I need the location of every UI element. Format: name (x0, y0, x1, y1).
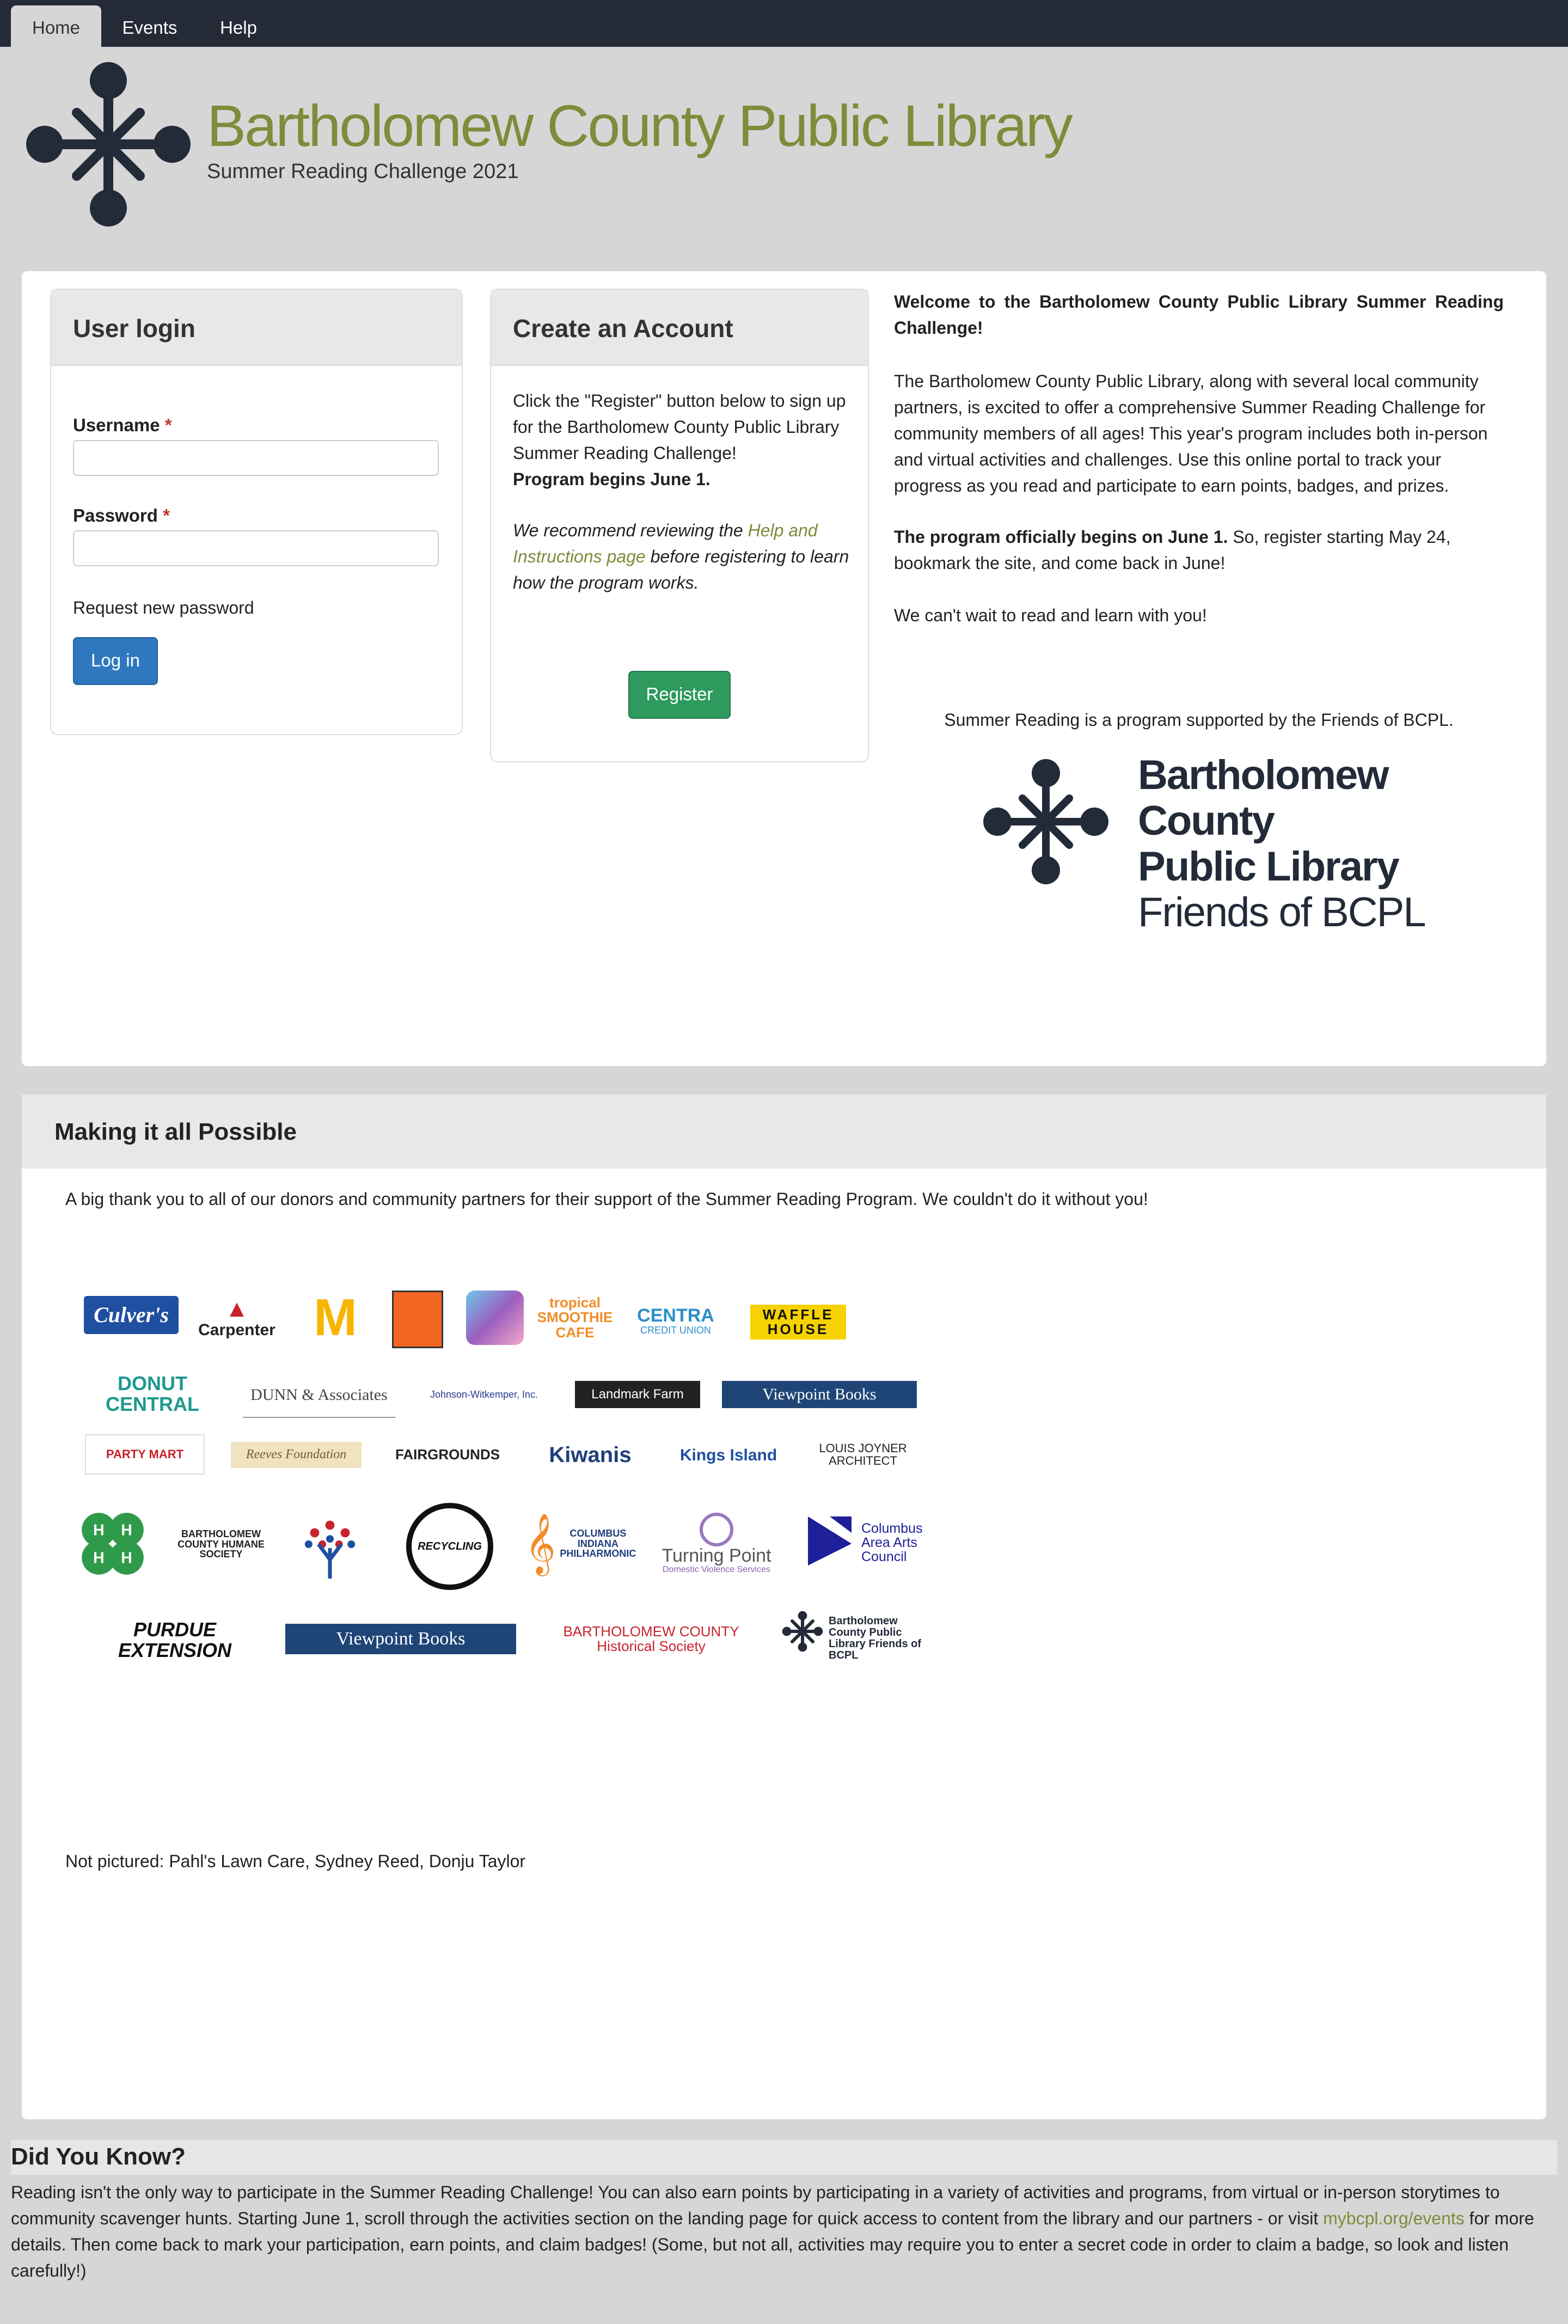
centra-logo: CENTRA CREDIT UNION (637, 1305, 714, 1336)
party-mart-logo: PARTY MART (85, 1434, 205, 1475)
johnson-witkemper-logo: Johnson-Witkemper, Inc. (430, 1389, 538, 1400)
viewpoint-books-logo: Viewpoint Books (722, 1381, 917, 1408)
did-you-know-bar (11, 2140, 1557, 2175)
recycling-logo: RECYCLING (406, 1503, 493, 1590)
welcome-heading: Welcome to the Bartholomew County Public Library Summer Reading Challenge! (894, 292, 1504, 338)
site-subtitle: Summer Reading Challenge 2021 (207, 160, 519, 183)
password-input[interactable] (73, 530, 439, 566)
tab-help[interactable]: Help (220, 17, 257, 38)
turning-point-logo: Turning Point Domestic Violence Services (653, 1508, 780, 1579)
dunn-logo: DUNN & Associates (243, 1373, 395, 1418)
login-title: User login (73, 314, 195, 343)
welcome-para3: We can't wait to read and learn with you! (894, 606, 1207, 625)
tab-events[interactable]: Events (122, 17, 177, 38)
library-logo-icon[interactable] (25, 61, 192, 228)
request-password-link[interactable]: Request new password (73, 598, 254, 617)
tropical-smoothie-logo: tropical SMOOTHIE CAFE (537, 1294, 613, 1341)
purdue-extension-logo: PURDUE EXTENSION (118, 1618, 232, 1661)
password-label: Password * (73, 505, 170, 525)
welcome-para1: The Bartholomew County Public Library, along with several local community partners, is excited to offer a comprehensive Summer Reading Challenge for community members of all ages! This year's program includes both in-person and virtual activities and challenges. Use this online portal to track your progress as you read and participate to earn points, badges, and prizes. (894, 371, 1488, 496)
landmark-farm-logo: Landmark Farm (575, 1381, 700, 1408)
donut-central-logo: DONUT CENTRAL (106, 1372, 199, 1415)
four-h-icon (74, 1505, 151, 1582)
supported-text: Summer Reading is a program supported by the Friends of BCPL. (944, 710, 1454, 730)
carpenter-logo: ▲ Carpenter (198, 1295, 275, 1340)
kiwanis-logo: Kiwanis (549, 1443, 632, 1467)
login-button[interactable]: Log in (73, 637, 158, 685)
account-recommend: We recommend reviewing the Help and Instructions page before registering to learn how the program works. (513, 521, 849, 592)
philharmonic-logo: 𝄞 COLUMBUS INDIANA PHILHARMONIC (525, 1514, 636, 1573)
sponsor-thanks: A big thank you to all of our donors and community partners for their support of the Summer Reading Program. We couldn't do it without you! (65, 1189, 1148, 1209)
popeyes-icon (392, 1291, 443, 1348)
svg-text:H: H (93, 1521, 105, 1539)
viewpoint-books-logo-2: Viewpoint Books (285, 1624, 516, 1654)
account-title: Create an Account (513, 314, 733, 343)
site-title[interactable]: Bartholomew County Public Library (207, 93, 1071, 158)
friends-small-icon (782, 1611, 823, 1652)
splash-icon (466, 1291, 524, 1345)
louis-joyner-logo: LOUIS JOYNER ARCHITECT (819, 1441, 907, 1467)
reeves-foundation-logo: Reeves Foundation (231, 1442, 362, 1468)
kings-island-logo: Kings Island (679, 1446, 777, 1465)
account-text: Click the "Register" button below to sign up for the Bartholomew County Public Library Summer Reading Challenge! Program begins June 1. (513, 391, 846, 489)
arts-council-logo: Columbus Area Arts Council (861, 1520, 923, 1565)
svg-text:H: H (121, 1521, 132, 1539)
top-nav (0, 0, 1568, 47)
waffle-house-logo: WAFFLE HOUSE (750, 1305, 846, 1340)
tab-home[interactable]: Home (11, 5, 101, 47)
welcome-para2: The program officially begins on June 1. So, register starting May 24, bookmark the site, and come back in June! (894, 527, 1451, 573)
friends-logo-icon (983, 759, 1108, 884)
username-input[interactable] (73, 440, 439, 476)
culvers-logo: Culver's (84, 1296, 179, 1334)
not-pictured-text: Not pictured: Pahl's Lawn Care, Sydney Reed, Donju Taylor (65, 1851, 526, 1871)
register-button[interactable]: Register (628, 671, 731, 719)
events-link[interactable]: mybcpl.org/events (1323, 2209, 1465, 2228)
help-instructions-link[interactable]: Help and Instructions page (513, 521, 818, 566)
friends-logo-text: Bartholomew County Public Library Friends of BCPL (1138, 752, 1425, 935)
did-you-know-text: Reading isn't the only way to participate in the Summer Reading Challenge! You can also earn points by participating in a variety of activities and programs, from virtual or in-person storytimes to community scavenger hunts. Starting June 1, scroll through the activities section on the landing page for quick access to content from the library and our partners - or visit mybcpl.org/events for more details. Then come back to mark your participation, earn points, and claim badges! (Some, but not all, activities may require you to enter a secret code in order to claim a badge, so look and listen carefully!) (11, 2182, 1534, 2280)
svg-text:H: H (93, 1549, 105, 1567)
svg-text:H: H (121, 1549, 132, 1567)
humane-society-logo: BARTHOLOMEW COUNTY HUMANE SOCIETY (177, 1528, 265, 1560)
friends-small-logo: Bartholomew County Public Library Friends of BCPL (829, 1615, 922, 1661)
arts-council-icon (803, 1510, 857, 1571)
fairgrounds-logo: FAIRGROUNDS (395, 1446, 500, 1463)
sponsor-panel (22, 1094, 1546, 2119)
historical-society-logo: BARTHOLOMEW COUNTY Historical Society (563, 1623, 739, 1654)
mcdonalds-logo: M (314, 1288, 357, 1347)
username-label: Username * (73, 415, 172, 435)
columbus-tree-icon (292, 1501, 368, 1588)
sponsor-title: Making it all Possible (54, 1118, 297, 1145)
did-you-know-title: Did You Know? (11, 2143, 186, 2170)
